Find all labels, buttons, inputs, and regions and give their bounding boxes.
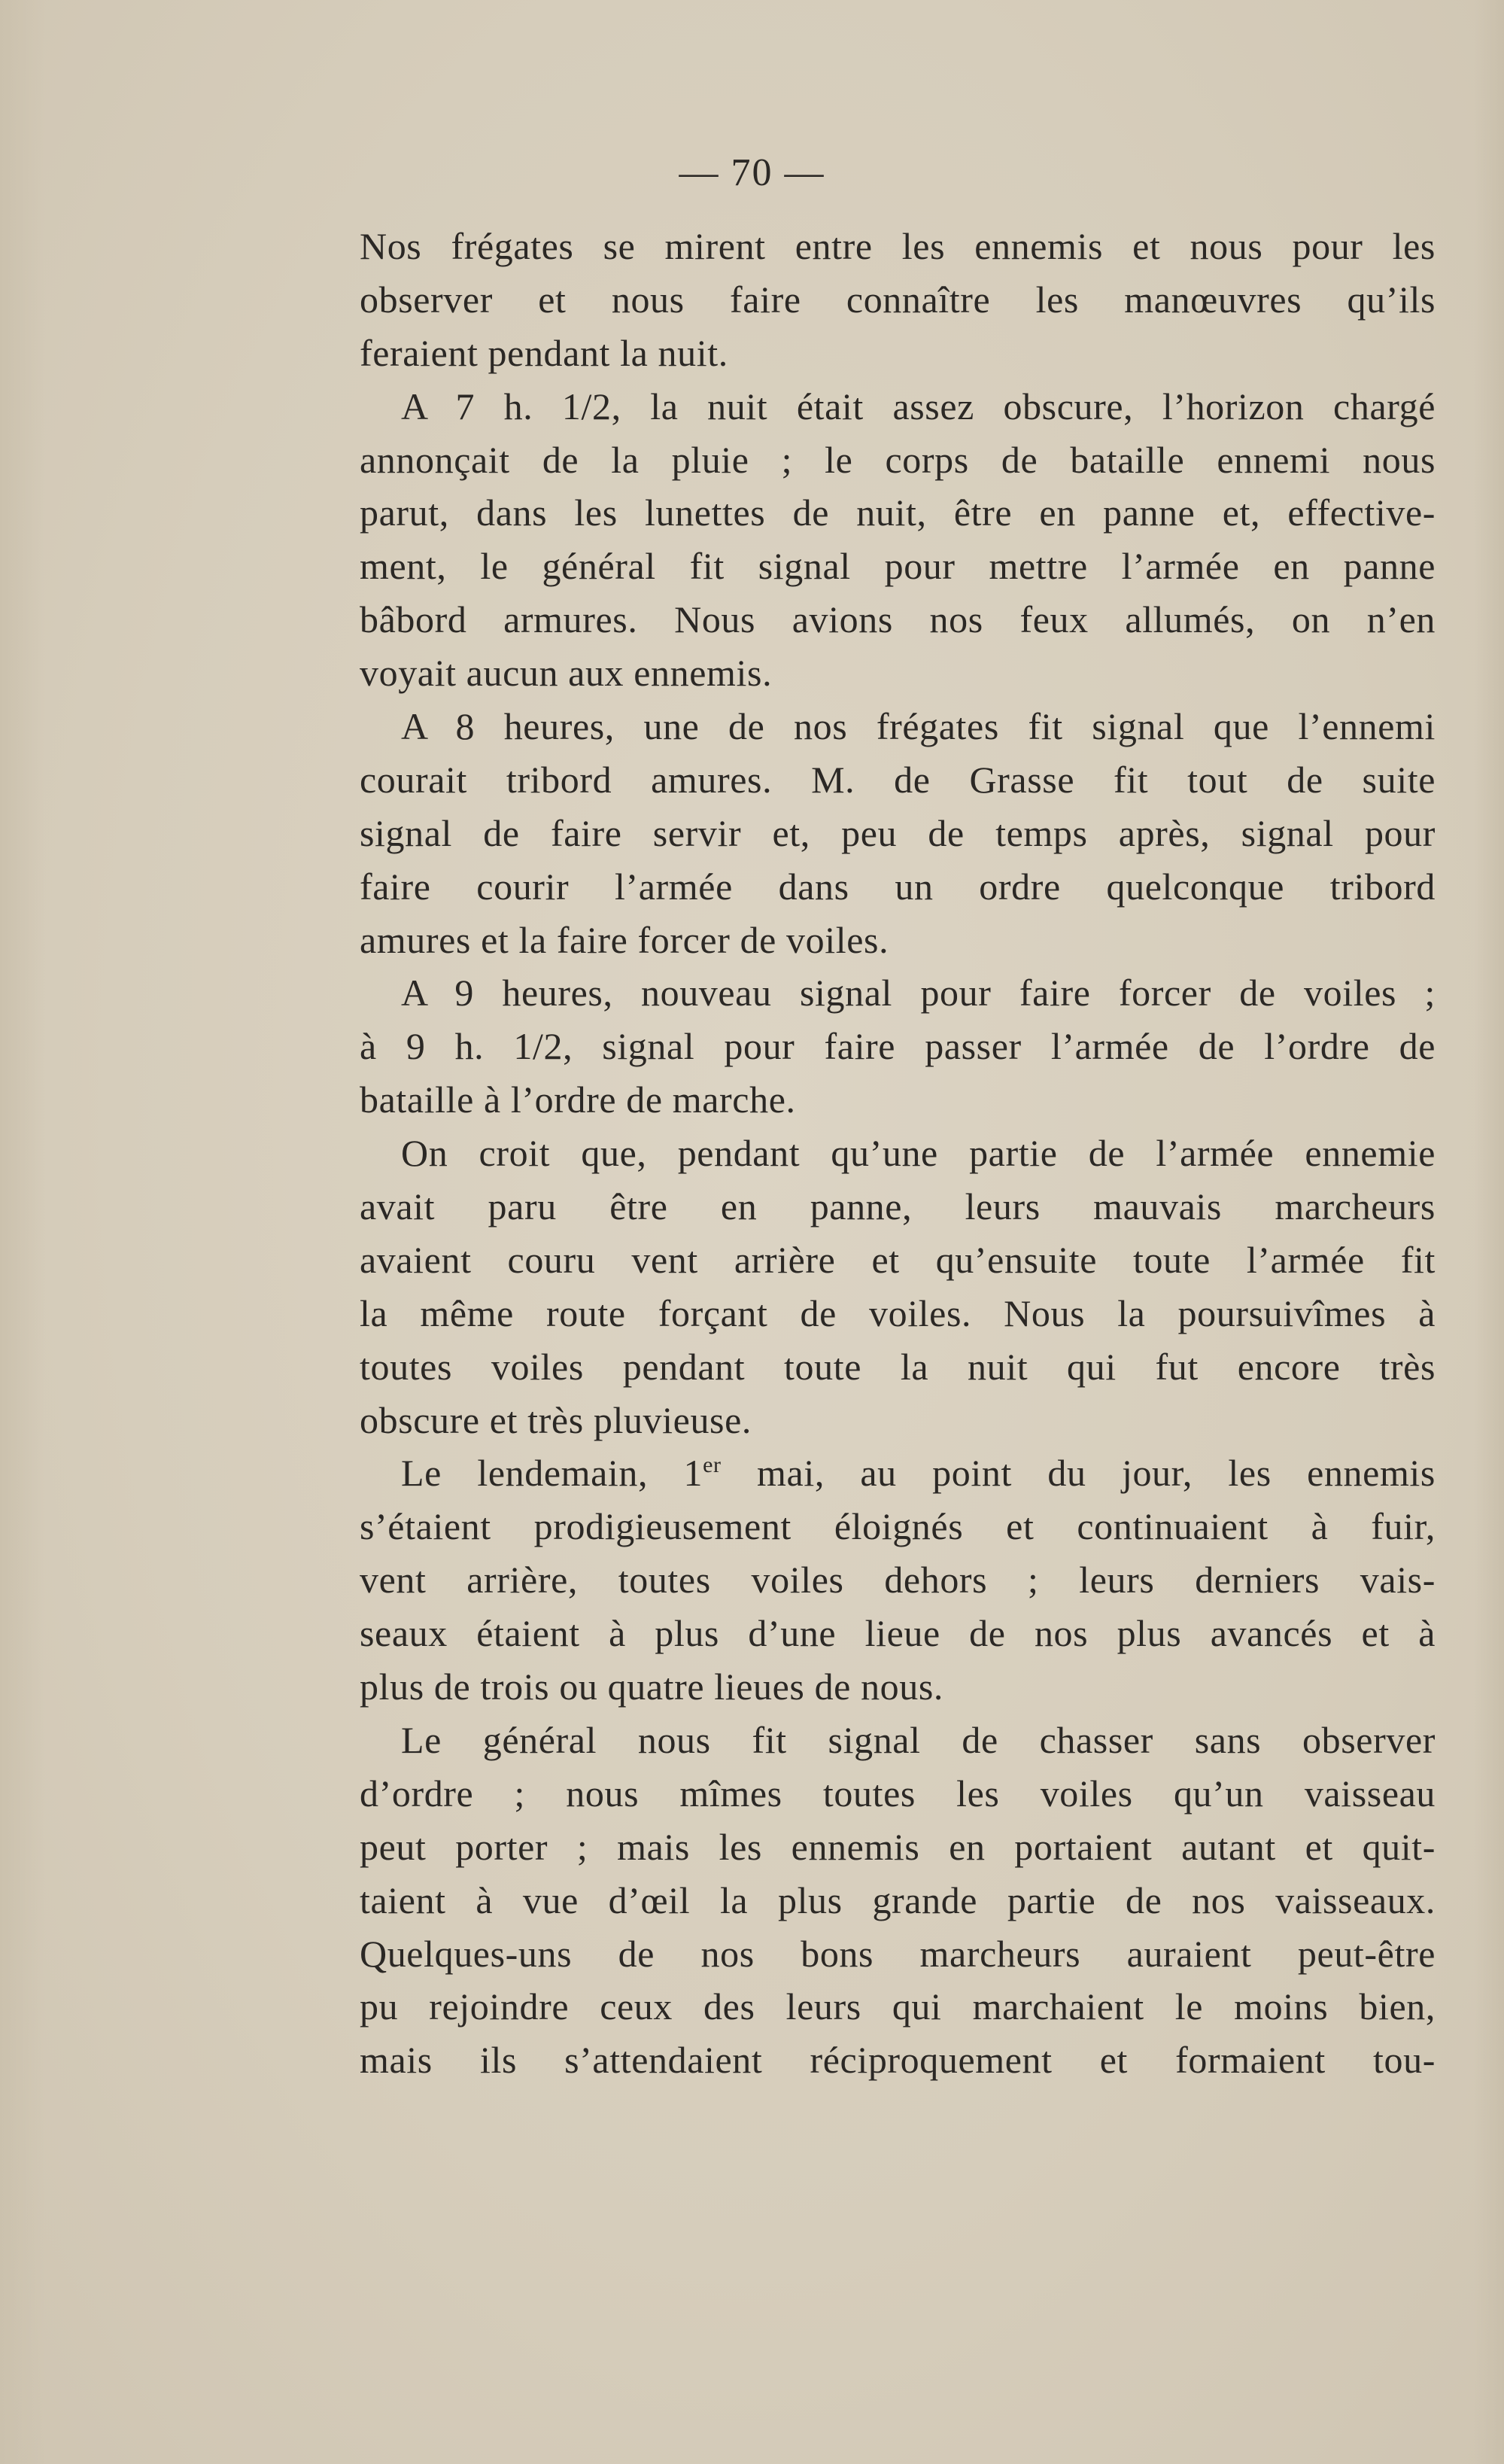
text-line: vent arrière, toutes voiles dehors ; leurs derniers vais- [360, 1559, 1436, 1602]
text-line: Quelques-uns de nos bons marcheurs auraient peut-être [360, 1932, 1436, 1975]
text-line: bâbord armures. Nous avions nos feux allumés, on n’en [360, 598, 1436, 641]
page-edge-shadow-right [1474, 0, 1504, 2464]
text-line: observer et nous faire connaître les manœuvres qu’ils [360, 278, 1436, 321]
text-line: signal de faire servir et, peu de temps après, signal pour [360, 811, 1436, 854]
page-edge-shadow-left [0, 0, 45, 2464]
text-line: taient à vue d’œil la plus grande partie de nos vaisseaux. [360, 1878, 1436, 1921]
text-line: amures et la faire forcer de voiles. [360, 918, 889, 961]
text-line: pu rejoindre ceux des leurs qui marchaient le moins bien, [360, 1985, 1436, 2028]
text-line: toutes voiles pendant toute la nuit qui fut encore très [360, 1345, 1436, 1388]
text-line: voyait aucun aux ennemis. [360, 652, 773, 695]
text-line: bataille à l’ordre de marche. [360, 1078, 796, 1121]
text-fragment: mai, au point du jour, les ennemis [721, 1452, 1436, 1495]
text-line: seaux étaient à plus d’une lieue de nos plus avancés et à [360, 1612, 1436, 1655]
text-line: A 8 heures, une de nos frégates fit signal que l’ennemi [401, 705, 1436, 748]
body-text [360, 220, 1436, 2087]
text-line: Le général nous fit signal de chasser sans observer [401, 1718, 1436, 1761]
page-number: — 70 — [679, 151, 825, 194]
text-line: avaient couru vent arrière et qu’ensuite toute l’armée fit [360, 1238, 1436, 1281]
text-line: obscure et très pluvieuse. [360, 1398, 752, 1441]
text-line: d’ordre ; nous mîmes toutes les voiles qu’un vaisseau [360, 1772, 1436, 1815]
text-line: ment, le général fit signal pour mettre l’armée en panne [360, 545, 1436, 588]
text-line: peut porter ; mais les ennemis en portaient autant et quit- [360, 1825, 1436, 1868]
text-line: s’étaient prodigieusement éloignés et continuaient à fuir, [360, 1505, 1436, 1548]
text-line: plus de trois ou quatre lieues de nous. [360, 1665, 944, 1708]
text-line: faire courir l’armée dans un ordre quelconque tribord [360, 865, 1436, 908]
text-line: avait paru être en panne, leurs mauvais marcheurs [360, 1185, 1436, 1228]
text-line [360, 1446, 1436, 1500]
text-line: parut, dans les lunettes de nuit, être en panne et, effective- [360, 491, 1436, 534]
text-line: A 9 heures, nouveau signal pour faire forcer de voiles ; [401, 972, 1436, 1014]
text-line: On croit que, pendant qu’une partie de l’armée ennemie [401, 1132, 1436, 1175]
text-line: feraient pendant la nuit. [360, 331, 728, 374]
superscript-ordinal: er [703, 1453, 722, 1478]
text-line: Nos frégates se mirent entre les ennemis et nous pour les [360, 225, 1436, 267]
text-line: mais ils s’attendaient réciproquement et formaient tou- [360, 2039, 1436, 2082]
text-line: A 7 h. 1/2, la nuit était assez obscure, l’horizon chargé [401, 385, 1436, 427]
text-fragment: Le lendemain, 1 [401, 1452, 703, 1495]
text-line: annonçait de la pluie ; le corps de bataille ennemi nous [360, 438, 1436, 481]
text-line: la même route forçant de voiles. Nous la poursuivîmes à [360, 1291, 1436, 1334]
text-line: à 9 h. 1/2, signal pour faire passer l’armée de l’ordre de [360, 1025, 1436, 1068]
text-line: courait tribord amures. M. de Grasse fit tout de suite [360, 758, 1436, 801]
